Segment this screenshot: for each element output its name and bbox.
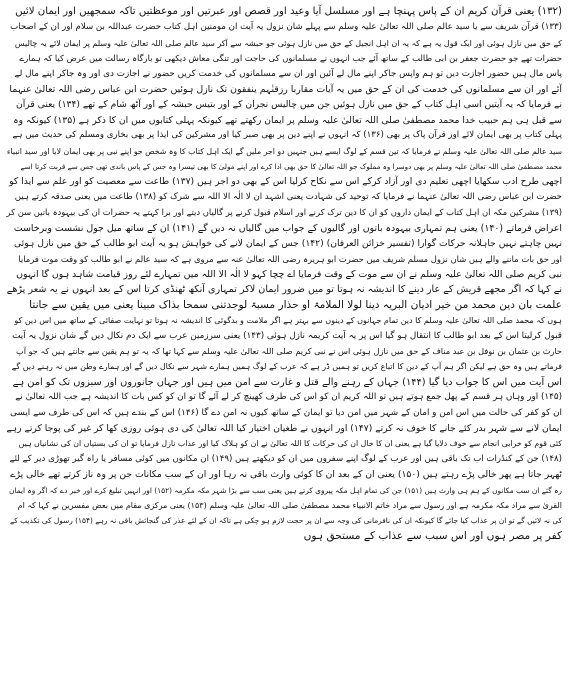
text-line: القریٰ سے مراد مکہ مکرمہ ہے اور رسول سے مراد خاتم الانبیاء محمد مصطفیٰ صلی اللہ تعالیٰ علیہ وسلم (۱۵۳) یعنی مرکزی مقام میں بعض مفسرین نے کہا کہ ام — [17, 501, 562, 510]
text-line: نہیں چاہتے نہیں جاہلانہ حرکات گوارا (تفسیر خزائن العرفان) (۱۴۲) جس کے ایمان لانے کی خواہش ہو یہ آیت ابو طالب کے حق میں نازل ہوئی — [14, 238, 562, 250]
text-line: اس آیت میں اس کا جواب دیا گیا (۱۴۴) جہاں کے رہنے والے قتل و غارت سے امن میں ہیں اور جہاں جانوروں اور سبزوں تک کو امن ہے — [12, 376, 562, 388]
text-line: (۱۳۹) مشرکین مکہ ان اہل کتاب کے ایمان داروں کو ان کا دین ترک کرنے اور اسلام قبول کرنے پر گالیاں دیتے اور برا کہتے یہ حضرات ان کی بیہودہ باتیں سن کر — [6, 207, 562, 218]
text-line: قبول کرلیتا اس کے بعد ابو طالب کا انتقال ہو گیا اس پر یہ آیت کریمہ نازل ہوئی (۱۴۳) یعنی سرزمین عرب سے ایک دم نکال دیں گے شان نزول یہ آیت — [12, 330, 562, 341]
text-line: کے حق میں نازل ہوئی اور ایک قول یہ ہے کہ یہ ان اہل انجیل کے حق میں نازل ہوئی جو حبشہ سے آکر سید عالم صلی اللہ تعالیٰ علیہ وسلم پر ایمان لائے یہ چالیس — [14, 38, 562, 48]
text-line: کفر پر مصر ہوں اور اس سبب سے عذاب کے مستحق ہوں — [303, 529, 562, 542]
text-line: علمت بان دین محمد من خیر ادیان البریہ دینا لولا الملامۃ او حذار مسبۃ لوجدتنی سمحا بذاک مبینا یعنی میں یقین سے جانتا — [29, 298, 562, 311]
tafsir-paragraph — [6, 205, 562, 544]
text-line: (۱۴۵) اور وہاں ہر قسم کے پھل جمع ہوتے ہیں تو اللہ کریم ان کو اس کی طرف کھینچ کر لے آئے گا تو ان کو کس بات کا اندیشہ ہے جب اللہ تعالیٰ نے — [15, 392, 562, 403]
text-line: پاس مال ہیں حضور اجازت دیں تو ہم واپس جاکر اپنے مال لے آئیں اور ان سے مسلمانوں کی خدمت کریں حضور نے اجازت دی اور وہ جاکر اپنے مال لے — [14, 68, 562, 79]
text-line: نے فرمایا کہ یہ آیتیں اسی اہل کتاب کے حق میں نازل ہوئیں جن میں چالیس نجران کے اور بتیس حبشہ کے اور آٹھ شام کے تھے (۱۳۴) یعنی قرآن — [15, 99, 562, 111]
text-line: ایمان لانے سے شہر بدر کئے جانے کا خوف نہ کرتے (۱۴۷) اور انہوں نے طغیان اختیار کیا اللہ تعالیٰ کی دی ہوئی روزی کھا کر غیر کی پوجا کرتے رہے — [6, 422, 562, 434]
tafsir-paragraph — [6, 128, 562, 205]
tafsir-body — [6, 20, 562, 544]
text-line: ان کو کفر کی حالت میں اس امن و امان کے شہر میں امن دیا تو ایمان کے ساتھ کیوں نہ امن دے گا (۱۴۶) اس کے بندے ہیں کہ اس کی طرف سے ایسی — [10, 407, 562, 418]
text-line: حضرات تھے جو حضرت جعفر بن ابی طالب کے ساتھ آئے جب انہوں نے مسلمانوں کی حاجت اور تنگی معاش دیکھی تو بارگاہ رسالت میں عرض کیا کہ ہمارے — [19, 53, 562, 64]
text-line: کی نہ لائیں گے تو ان پر عذاب کیا جائے گا کیونکہ ان کی نافرمانی کی وجہ سے ان پر حجت لازم ہو چکی ہے تاکہ ان کے لئے عذر کی گنجائش باقی نہ رہے (۱۵۴) رسول کی تکذیب کے — [9, 516, 562, 526]
text-line: نبی کریم صلی اللہ تعالیٰ علیہ وسلم نے ان سے موت کے وقت فرمایا اے چچا کہو لا الٰہ الا اللہ میں تمہارے لئے روز قیامت شاہد ہوں گا انہوں — [16, 268, 562, 280]
text-line: ٹھہر جاتا ہے پھر خالی پڑے رہتے ہیں (۱۵۰) یعنی ان کے بعد ان کا کوئی وارث باقی نہ رہا اور ان کے سب مکانات جن پر وہ ناز کرتے تھے خالی پڑے — [10, 469, 562, 481]
tafsir-page — [6, 4, 562, 680]
text-line: کئی قوم کو خرابی انجام سے خوف دلایا گیا ہے یعنی ان کا حال ان کی حرکات کا اللہ تعالیٰ نے ان کو ہلاک کیا اور عذاب نازل فرمایا تو ان کی بستیاں ان کی نشانیاں ہیں — [18, 439, 562, 449]
tafsir-paragraph — [6, 20, 562, 128]
text-line: نے کہا کہ اگر مجھے قریش کے عار دینے کا اندیشہ نہ ہوتا تو میں ضرور ایمان لاکر تمہاری آنکھ ٹھنڈی کرتا اس کے بعد انہوں نے یہ شعر پڑھے — [6, 284, 562, 296]
text-line: رہ گئے ان سب مکانوں کے ہم ہی وارث ہیں (۱۵۱) جن کی تمام اہل مکہ پیروی کرتے ہیں یعنی سب سے بڑا شہر مکہ مکرمہ (۱۵۲) اور انہیں تبلیغ کرے اور خبر دے کہ اگر وہ ایمان — [8, 485, 562, 495]
text-line: اور حق بات ماننے والے ہیں شان نزول مسلم شریف میں حضرت ابو ہریرہ رضی اللہ تعالیٰ عنہ سے مروی ہے کہ سید عالم نے ابو طالب کو وقت موت فرمایا — [18, 253, 562, 264]
text-line: آئے اور ان سے مسلمانوں کی خدمت کی ان کے حق میں یہ آیات مقاربا رزقنٰہم ینفقون تک نازل ہوئیں حضرت ابن عباس رضی اللہ تعالیٰ عنہما — [9, 84, 562, 96]
text-line: (۱۴۸) جن کے کنڈرات اب تک باقی ہیں اور عرب کے لوگ اپنے سفروں میں ان کو دیکھتے ہیں (۱۴۹) ان مکانوں میں کوئی مسافر یا راہ گیر تھوڑی دیر کے لئے — [9, 453, 562, 464]
text-line: اعراض فرماتے (۱۴۰) یعنی ہم تمہاری بیہودہ باتوں اور گالیوں کے جواب میں گالیاں نہ دیں گے (۱۴۱) ان کے ساتھ میل جول نشست وبرخاست — [13, 222, 562, 234]
text-line: ہوں کہ محمد صلی اللہ تعالیٰ علیہ وسلم کا دین تمام جہانوں کے دینوں سے بہتر ہے اگر ملامت و بدگوئی کا اندیشہ نہ ہوتا تو نہایت صفائی کے ساتھ میں اس دین کو — [14, 316, 562, 326]
text-line: اچھی طرح ادب سکھایا اچھی تعلیم دی اور آزاد کرکے اس سے نکاح کرلیا اس کے بھی دو اجر ہیں (۱۳۷) طاعت سے معصیت کو اور علم سے ایذا کو — [9, 176, 562, 188]
text-line: سید عالم صلی اللہ تعالیٰ علیہ وسلم نے فرمایا کہ تین قسم کے لوگ ایسے ہیں جنہیں دو اجر ملیں گے ایک اہل کتاب کا وہ شخص جو اپنے نبی پر بھی ایمان لایا اور سید انبیاء — [6, 146, 562, 156]
text-line: پہلی کتاب پر بھی ایمان لائے اور قرآن پاک پر بھی (۱۳۶) کہ انہوں نے اپنے دین پر بھی صبر کیا اور مشرکین کی ایذا پر بھی بخاری ومسلم کی حدیث میں ہے — [12, 130, 562, 141]
page-heading: (۱۳۲) یعنی قرآن کریم ان کے پاس پہنچا ہے اور مسلسل آیا وعید اور قصص اور عبرتیں اور موعظتیں تاکہ سمجھیں اور ایمان لائیں — [15, 6, 562, 17]
text-line: حارث بن عثمان بن نوفل بن عبد مناف کے حق میں نازل ہوئی اس نے نبی کریم صلی اللہ تعالیٰ علیہ وسلم سے کہا تھا کہ یہ تو ہم یقین سے جانتے ہیں کہ جو آپ — [15, 345, 562, 356]
text-line: سے قبل ہی ہم حبیب خدا محمد مصطفیٰ صلی اللہ تعالیٰ علیہ وسلم پر ایمان رکھتے تھے کیونکہ پہلی کتابوں میں ان کا ذکر ہے (۱۳۵) کیونکہ وہ — [13, 114, 562, 126]
text-line: حضرت ابن عباس رضی اللہ تعالیٰ عنہما نے فرمایا کہ توحید کی شہادت یعنی اشہد ان لا الٰہ الا اللہ سے شرک کو (۱۳۸) طاعت میں یعنی صدقہ کرتے ہیں — [14, 191, 562, 202]
text-line: (۱۳۳) قرآن شریف سے یا سید عالم صلی اللہ تعالیٰ علیہ وسلم سے پہلے شان نزول یہ آیت ان مومنین اہل کتاب حضرت عبداللہ بن سلام اور ان کے اصحاب — [10, 22, 562, 33]
text-line: محمد مصطفیٰ صلی اللہ تعالیٰ علیہ وسلم پر بھی دوسرا وہ مملوک جو اللہ تعالیٰ کا حق بھی ادا کرے اور اپنے مولیٰ کا بھی تیسرا وہ جس کے پاس باندی تھی جس سے قربت کرتا اسے — [20, 162, 562, 172]
text-line: فرماتے ہیں وہ حق ہے لیکن اگر ہم آپ کے دین کا اتباع کریں تو ہمیں ڈر ہے کہ عرب کے لوگ ہمیں ہمارے شہر سے نکال دیں گے اور ہمارے وطن میں نہ رہنے دیں گے — [11, 362, 562, 372]
